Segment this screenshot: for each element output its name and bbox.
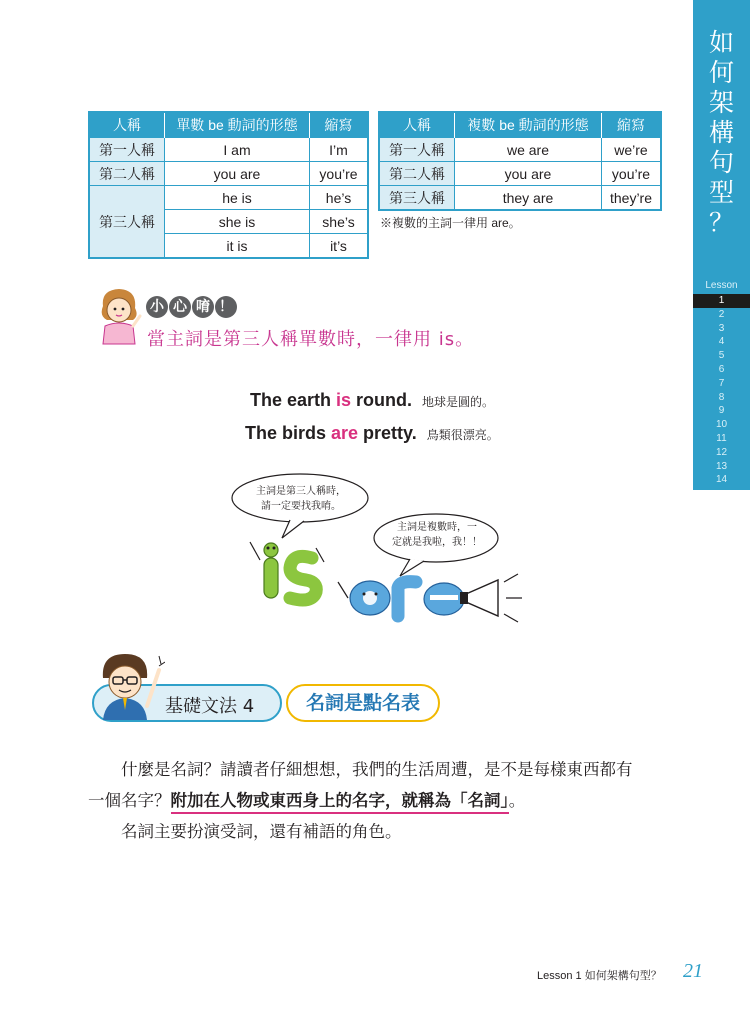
body-paragraph-line: 什麼是名詞？請讀者仔細想想，我們的生活周遭，是不是每樣東西都有 <box>121 760 633 779</box>
megaphone-icon <box>460 574 522 622</box>
lesson-item-14[interactable]: 14 <box>715 474 728 486</box>
col-header-form: 複數 be 動詞的形態 <box>455 112 602 138</box>
form-cell: he is <box>165 186 310 210</box>
person-cell: 第二人稱 <box>379 162 455 186</box>
form-cell: we are <box>455 138 602 162</box>
example-before: The birds <box>245 423 332 443</box>
is-character-icon <box>250 542 324 600</box>
lesson-item-13[interactable]: 13 <box>715 460 728 472</box>
person-cell: 第一人稱 <box>89 138 165 162</box>
chapter-title-char: 句 <box>708 148 734 177</box>
col-header-short: 縮寫 <box>602 112 662 138</box>
short-cell: they’re <box>602 186 662 211</box>
short-cell: he’s <box>310 186 369 210</box>
body-text: 。 <box>508 791 526 810</box>
lesson-item-3[interactable]: 3 <box>718 322 725 334</box>
short-cell: we’re <box>602 138 662 162</box>
table-header-row <box>379 112 661 138</box>
col-header-person: 人稱 <box>379 112 455 138</box>
are-character-icon <box>338 581 464 616</box>
col-header-person: 人稱 <box>89 112 165 138</box>
page-number: 21 <box>683 960 703 982</box>
short-cell: it’s <box>310 234 369 259</box>
table-row <box>89 186 368 210</box>
example-after: pretty. <box>358 423 417 443</box>
noun-definition: 附加在人物或東西身上的名字，就稱為「名詞」 <box>171 791 509 814</box>
girl-character-icon <box>93 286 145 348</box>
example-sentence <box>250 390 494 411</box>
lesson-label: Lesson <box>705 280 738 291</box>
chapter-title-char: 型 <box>708 178 734 207</box>
lesson-item-5[interactable]: 5 <box>718 350 725 362</box>
person-cell: 第三人稱 <box>89 186 165 259</box>
lesson-item-4[interactable]: 4 <box>718 336 725 348</box>
bubble-line: 定就是我啦，我！！ <box>392 537 482 548</box>
lesson-item-9[interactable]: 9 <box>718 405 725 417</box>
example-sentence <box>245 423 499 444</box>
chapter-title-char: 何 <box>708 58 734 87</box>
table-row <box>89 138 368 162</box>
chapter-side-tab <box>693 0 750 490</box>
col-header-short: 縮寫 <box>310 112 369 138</box>
lesson-item-10[interactable]: 10 <box>715 419 728 431</box>
chapter-title-char: 構 <box>708 118 734 147</box>
form-cell: they are <box>455 186 602 211</box>
body-text: 一個名字？ <box>88 791 171 810</box>
form-cell: it is <box>165 234 310 259</box>
person-cell: 第一人稱 <box>379 138 455 162</box>
caution-char: 心 <box>169 296 191 318</box>
form-cell: I am <box>165 138 310 162</box>
caution-badge <box>146 296 238 318</box>
col-header-form: 單數 be 動詞的形態 <box>165 112 310 138</box>
body-paragraph: 名詞主要扮演受詞，還有補語的角色。 <box>121 822 402 841</box>
form-cell: she is <box>165 210 310 234</box>
table-row <box>379 162 661 186</box>
bubble-line: 主詞是第三人稱時， <box>256 486 346 497</box>
lesson-item-7[interactable]: 7 <box>718 377 725 389</box>
lesson-item-2[interactable]: 2 <box>718 308 725 320</box>
lesson-index <box>693 294 750 487</box>
chapter-title <box>693 28 750 238</box>
table-row <box>379 138 661 162</box>
caution-char: ！ <box>215 296 237 318</box>
lesson-item-11[interactable]: 11 <box>716 432 727 444</box>
short-cell: she’s <box>310 210 369 234</box>
form-cell: you are <box>165 162 310 186</box>
lesson-item-8[interactable]: 8 <box>718 391 725 403</box>
short-cell: you’re <box>602 162 662 186</box>
example-translation: 鳥類很漂亮。 <box>426 428 499 442</box>
person-cell: 第三人稱 <box>379 186 455 211</box>
bubble-line: 主詞是複數時，一 <box>397 522 477 533</box>
lesson-item-12[interactable]: 12 <box>715 446 728 458</box>
caution-char: 唷 <box>192 296 214 318</box>
caution-text: 當主詞是第三人稱單數時，一律用 is。 <box>147 329 475 350</box>
lesson-item-1[interactable]: 1 <box>693 294 750 308</box>
example-after: round. <box>351 390 413 410</box>
example-before: The earth <box>250 390 337 410</box>
table-header-row <box>89 112 368 138</box>
plural-note: ※複數的主詞一律用 are。 <box>380 216 521 230</box>
form-cell: you are <box>455 162 602 186</box>
bubble-line: 請一定要找我唷。 <box>261 501 341 512</box>
example-verb: are <box>331 423 359 443</box>
section-topic: 名詞是點名表 <box>286 684 440 722</box>
body-paragraph-line <box>88 791 628 811</box>
table-row <box>379 186 661 211</box>
speech-bubble-are <box>382 520 492 550</box>
chapter-title-char: ？ <box>708 208 734 237</box>
caution-char: 小 <box>146 296 168 318</box>
short-cell: you’re <box>310 162 369 186</box>
speech-bubble-is <box>241 484 361 514</box>
table-row <box>89 162 368 186</box>
example-verb: is <box>336 390 352 410</box>
lesson-item-6[interactable]: 6 <box>718 363 725 375</box>
example-translation: 地球是圓的。 <box>422 395 495 409</box>
singular-be-table <box>88 111 369 259</box>
running-title: Lesson 1 如何架構句型？ <box>537 970 662 982</box>
plural-be-table <box>378 111 662 211</box>
chapter-title-char: 架 <box>708 88 734 117</box>
chapter-title-char: 如 <box>708 28 734 57</box>
grammar-label: 基礎文法 4 <box>165 696 255 717</box>
short-cell: I’m <box>310 138 369 162</box>
teacher-character-icon <box>95 648 165 724</box>
person-cell: 第二人稱 <box>89 162 165 186</box>
